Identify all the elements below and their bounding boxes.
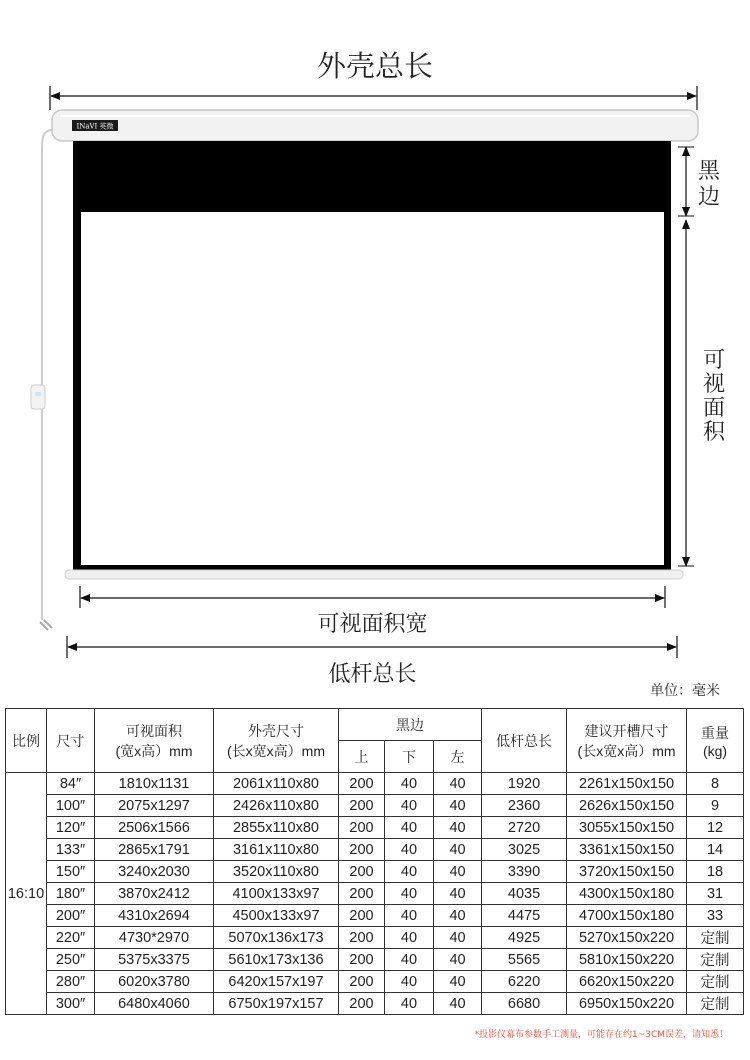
cell-view: 4730*2970 xyxy=(95,927,214,949)
rod-length-label: 低杆总长 xyxy=(328,662,417,687)
power-cable xyxy=(42,130,52,620)
cell-size: 300″ xyxy=(47,993,95,1015)
cell-view: 3870x2412 xyxy=(95,883,214,905)
cell-weight: 定制 xyxy=(687,949,744,971)
header-case-size: 外壳尺寸 (长x宽x高）mm xyxy=(214,709,339,773)
cell-bottom: 40 xyxy=(385,883,434,905)
cell-view: 2506x1566 xyxy=(95,817,214,839)
cell-bottom: 40 xyxy=(385,971,434,993)
header-weight: 重量 (kg) xyxy=(687,709,744,773)
cell-case: 3520x110x80 xyxy=(214,861,339,883)
cell-size: 280″ xyxy=(47,971,95,993)
cell-slot: 3361x150x150 xyxy=(567,839,687,861)
table-row xyxy=(6,927,744,949)
cell-rod: 4475 xyxy=(482,905,567,927)
cell-bottom: 40 xyxy=(385,861,434,883)
cell-case: 2426x110x80 xyxy=(214,795,339,817)
table-row xyxy=(6,795,744,817)
cell-weight: 9 xyxy=(687,795,744,817)
cell-top: 200 xyxy=(339,927,385,949)
screen-housing xyxy=(52,110,698,141)
header-bottom: 下 xyxy=(385,741,434,773)
cell-size: 150″ xyxy=(47,861,95,883)
cell-slot: 3720x150x150 xyxy=(567,861,687,883)
cell-rod: 4035 xyxy=(482,883,567,905)
view-area-label-2: 视 xyxy=(702,372,726,397)
outer-length-label: 外壳总长 xyxy=(316,49,433,83)
cell-view: 4310x2694 xyxy=(95,905,214,927)
cell-slot: 2626x150x150 xyxy=(567,795,687,817)
cell-bottom: 40 xyxy=(385,905,434,927)
cell-case: 4500x133x97 xyxy=(214,905,339,927)
cell-case: 6420x157x197 xyxy=(214,971,339,993)
cell-top: 200 xyxy=(339,773,385,795)
cell-case: 2061x110x80 xyxy=(214,773,339,795)
cell-bottom: 40 xyxy=(385,817,434,839)
table-row xyxy=(6,971,744,993)
cell-size: 84″ xyxy=(47,773,95,795)
cell-size: 100″ xyxy=(47,795,95,817)
cell-weight: 定制 xyxy=(687,993,744,1015)
table-row xyxy=(6,773,744,795)
cell-rod: 4925 xyxy=(482,927,567,949)
cell-bottom: 40 xyxy=(385,993,434,1015)
view-area-label-3: 面 xyxy=(702,396,726,421)
cell-rod: 3025 xyxy=(482,839,567,861)
cell-slot: 6950x150x220 xyxy=(567,993,687,1015)
cell-case: 2855x110x80 xyxy=(214,817,339,839)
cell-left: 40 xyxy=(434,861,482,883)
cell-top: 200 xyxy=(339,795,385,817)
viewing-area xyxy=(81,212,664,565)
cell-bottom: 40 xyxy=(385,795,434,817)
cell-left: 40 xyxy=(434,773,482,795)
table-row xyxy=(6,839,744,861)
cell-case: 5610x173x136 xyxy=(214,949,339,971)
table-row xyxy=(6,993,744,1015)
cell-rod: 3390 xyxy=(482,861,567,883)
brand-logo-text: INaVI 英微 xyxy=(76,122,114,131)
cell-size: 220″ xyxy=(47,927,95,949)
measurement-note: *投影仪幕布参数手工测量，可能存在约1~3CM误差，请知悉！ xyxy=(474,1030,728,1040)
cell-left: 40 xyxy=(434,993,482,1015)
cell-left: 40 xyxy=(434,817,482,839)
cell-case: 4100x133x97 xyxy=(214,883,339,905)
cell-weight: 12 xyxy=(687,817,744,839)
cell-weight: 31 xyxy=(687,883,744,905)
cell-weight: 8 xyxy=(687,773,744,795)
cell-left: 40 xyxy=(434,839,482,861)
black-border-label-1: 黑 xyxy=(697,159,721,184)
cell-size: 133″ xyxy=(47,839,95,861)
spec-table-body xyxy=(6,773,744,1015)
cell-top: 200 xyxy=(339,839,385,861)
cell-size: 120″ xyxy=(47,817,95,839)
cell-view: 1810x1131 xyxy=(95,773,214,795)
cell-top: 200 xyxy=(339,861,385,883)
unit-label: 单位：毫米 xyxy=(650,683,720,699)
cell-slot: 4300x150x180 xyxy=(567,883,687,905)
cell-slot: 2261x150x150 xyxy=(567,773,687,795)
table-row xyxy=(6,817,744,839)
header-left: 左 xyxy=(434,741,482,773)
cell-left: 40 xyxy=(434,927,482,949)
header-black-border: 黑边 xyxy=(339,709,482,741)
cell-weight: 定制 xyxy=(687,927,744,949)
cell-slot: 5270x150x220 xyxy=(567,927,687,949)
cell-weight: 33 xyxy=(687,905,744,927)
cell-case: 6750x197x157 xyxy=(214,993,339,1015)
header-view-area: 可视面积 (宽x高）mm xyxy=(95,709,214,773)
cell-slot: 3055x150x150 xyxy=(567,817,687,839)
cell-top: 200 xyxy=(339,993,385,1015)
header-rod-length: 低杆总长 xyxy=(482,709,567,773)
cell-bottom: 40 xyxy=(385,773,434,795)
cell-top: 200 xyxy=(339,817,385,839)
cell-bottom: 40 xyxy=(385,927,434,949)
cell-rod: 6220 xyxy=(482,971,567,993)
cell-left: 40 xyxy=(434,971,482,993)
cell-left: 40 xyxy=(434,905,482,927)
cell-top: 200 xyxy=(339,883,385,905)
cell-weight: 定制 xyxy=(687,971,744,993)
table-row xyxy=(6,883,744,905)
table-row xyxy=(6,861,744,883)
cell-weight: 18 xyxy=(687,861,744,883)
cell-slot: 6620x150x220 xyxy=(567,971,687,993)
cell-rod: 2360 xyxy=(482,795,567,817)
cell-view: 6480x4060 xyxy=(95,993,214,1015)
header-ratio: 比例 xyxy=(6,709,47,773)
table-row xyxy=(6,905,744,927)
cell-bottom: 40 xyxy=(385,949,434,971)
cell-rod: 5565 xyxy=(482,949,567,971)
cell-left: 40 xyxy=(434,949,482,971)
table-row xyxy=(6,949,744,971)
cell-left: 40 xyxy=(434,883,482,905)
cell-view: 2865x1791 xyxy=(95,839,214,861)
view-area-label-4: 积 xyxy=(702,420,726,445)
cell-rod: 6680 xyxy=(482,993,567,1015)
cell-view: 5375x3375 xyxy=(95,949,214,971)
cell-left: 40 xyxy=(434,795,482,817)
cell-size: 250″ xyxy=(47,949,95,971)
view-area-label-1: 可 xyxy=(702,348,726,373)
view-width-label: 可视面积宽 xyxy=(317,612,428,637)
black-border-label-2: 边 xyxy=(697,185,721,210)
header-size: 尺寸 xyxy=(47,709,95,773)
cell-top: 200 xyxy=(339,905,385,927)
cell-view: 6020x3780 xyxy=(95,971,214,993)
cell-slot: 5810x150x220 xyxy=(567,949,687,971)
bottom-rod xyxy=(65,570,683,579)
cell-case: 3161x110x80 xyxy=(214,839,339,861)
cell-top: 200 xyxy=(339,971,385,993)
cell-slot: 4700x150x180 xyxy=(567,905,687,927)
cell-view: 2075x1297 xyxy=(95,795,214,817)
cell-weight: 14 xyxy=(687,839,744,861)
cell-view: 3240x2030 xyxy=(95,861,214,883)
cell-size: 180″ xyxy=(47,883,95,905)
spec-table xyxy=(5,708,744,1015)
cell-rod: 1920 xyxy=(482,773,567,795)
cell-bottom: 40 xyxy=(385,839,434,861)
header-top: 上 xyxy=(339,741,385,773)
cell-rod: 2720 xyxy=(482,817,567,839)
remote-switch xyxy=(31,385,45,409)
header-slot-size: 建议开槽尺寸 (长x宽x高）mm xyxy=(567,709,687,773)
cell-size: 200″ xyxy=(47,905,95,927)
cell-ratio: 16:10 xyxy=(6,773,47,1015)
cell-case: 5070x136x173 xyxy=(214,927,339,949)
cell-top: 200 xyxy=(339,949,385,971)
